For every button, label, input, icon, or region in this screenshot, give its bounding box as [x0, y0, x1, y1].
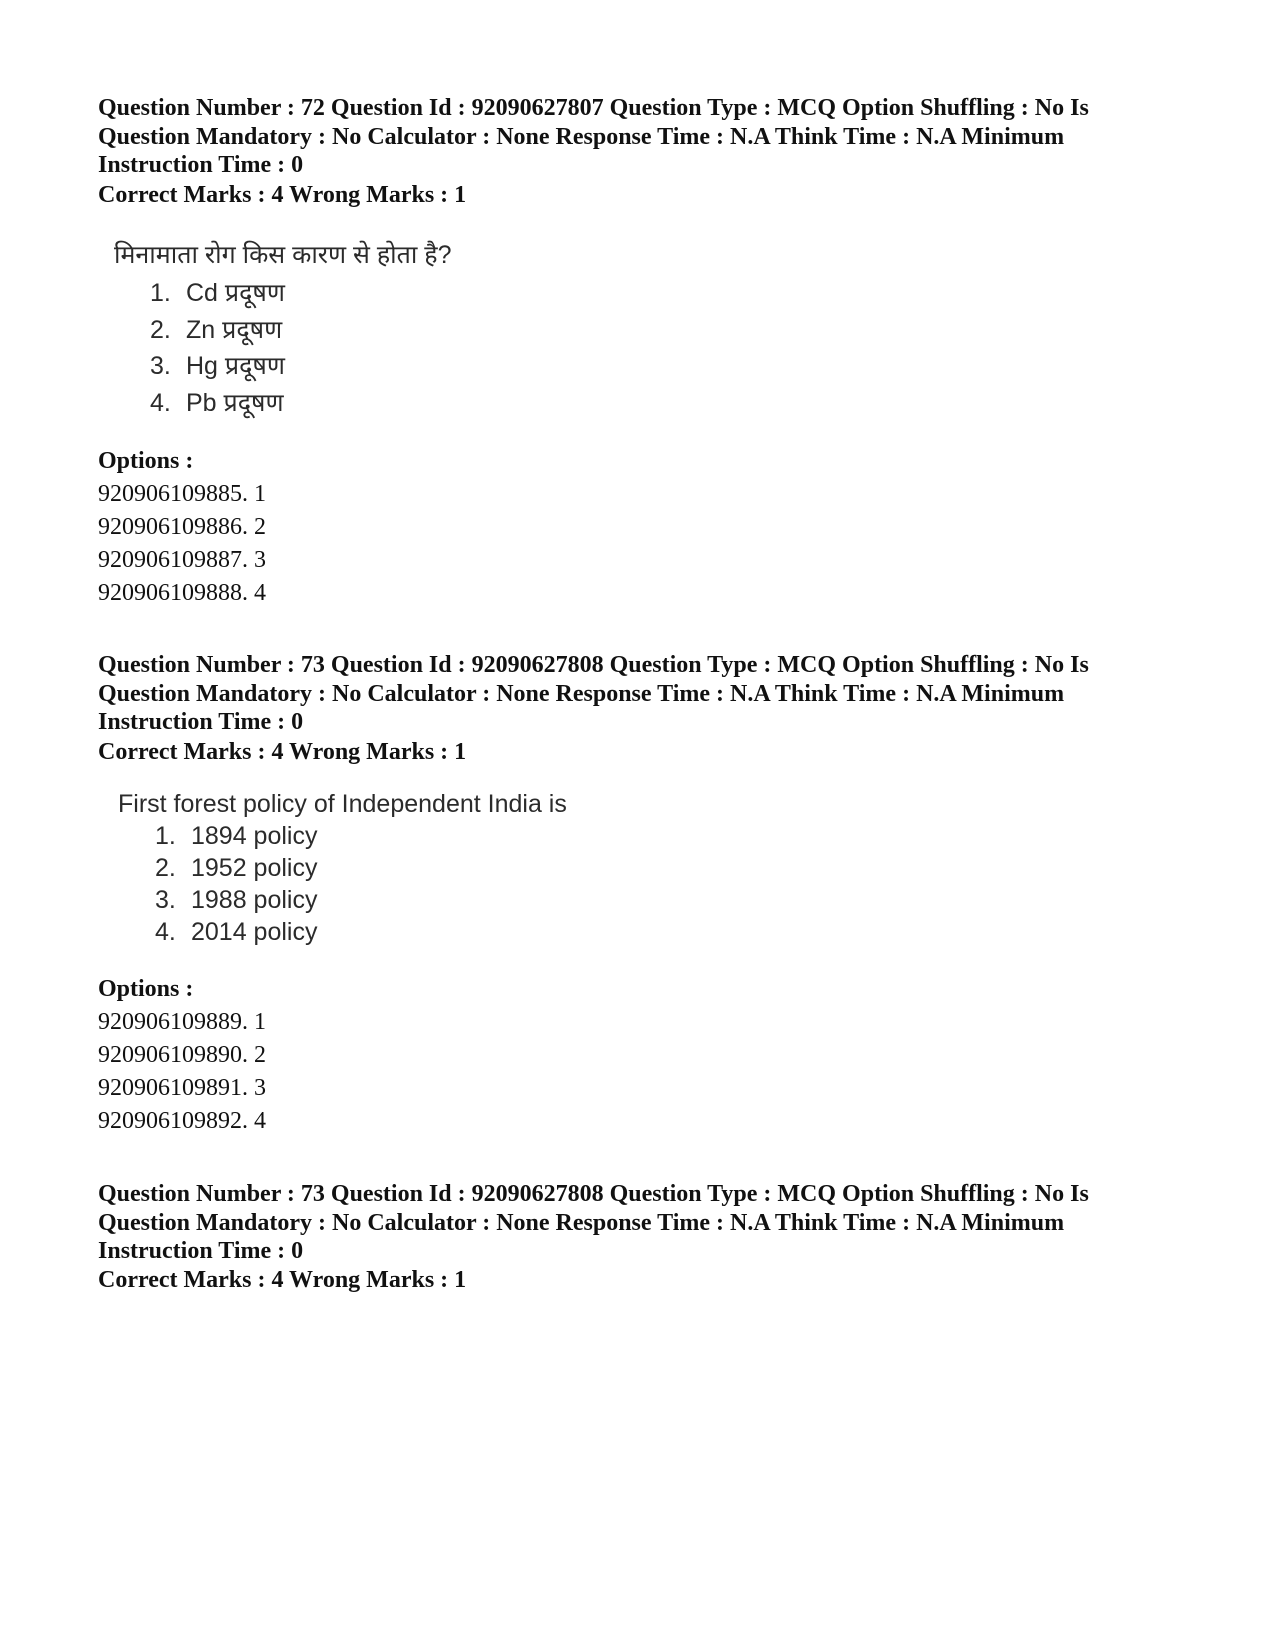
choice-number: 4. — [150, 389, 171, 417]
choice-text: 2014 policy — [191, 918, 318, 946]
header-line: Question Mandatory : No Calculator : None Response Time : N.A Think Time : N.A Minimum — [98, 680, 1065, 707]
choice-item — [155, 918, 317, 947]
choice-number: 3. — [150, 352, 171, 380]
header-line: Question Mandatory : No Calculator : None Response Time : N.A Think Time : N.A Minimum — [98, 123, 1065, 150]
option-item: 920906109886. 2 — [98, 514, 266, 540]
choice-text: Pb प्रदूषण — [186, 389, 284, 417]
option-item: 920906109889. 1 — [98, 1009, 266, 1035]
choice-item — [150, 348, 285, 382]
option-item: 920906109888. 4 — [98, 580, 266, 606]
options-label: Options : — [98, 448, 194, 474]
choice-text: 1988 policy — [191, 886, 318, 914]
choice-item — [150, 312, 282, 346]
marks-line: Correct Marks : 4 Wrong Marks : 1 — [98, 182, 467, 208]
choice-number: 2. — [155, 854, 176, 882]
header-line: Instruction Time : 0 — [98, 152, 304, 178]
marks-line: Correct Marks : 4 Wrong Marks : 1 — [98, 739, 467, 765]
choice-text: Hg प्रदूषण — [186, 352, 285, 380]
question-text: मिनामाता रोग किस कारण से होता है? — [114, 241, 452, 269]
header-line: Question Mandatory : No Calculator : None Response Time : N.A Think Time : N.A Minimum — [98, 1209, 1065, 1236]
question-text: First forest policy of Independent India is — [118, 790, 567, 818]
choice-text: Zn प्रदूषण — [186, 316, 283, 344]
header-line: Question Number : 73 Question Id : 92090627808 Question Type : MCQ Option Shuffling : No Is — [98, 1181, 1089, 1207]
choice-item — [150, 275, 285, 309]
choice-text: 1894 policy — [191, 822, 318, 850]
question-image — [114, 237, 451, 271]
header-line: Question Number : 72 Question Id : 92090627807 Question Type : MCQ Option Shuffling : No Is — [98, 95, 1089, 121]
option-item: 920906109887. 3 — [98, 547, 266, 573]
option-item: 920906109892. 4 — [98, 1108, 266, 1134]
choice-number: 1. — [150, 279, 171, 307]
header-line: Instruction Time : 0 — [98, 709, 304, 735]
choice-number: 1. — [155, 822, 176, 850]
choice-item — [155, 822, 317, 851]
question-header — [98, 94, 1198, 180]
option-item: 920906109891. 3 — [98, 1075, 266, 1101]
choice-text: Cd प्रदूषण — [186, 279, 285, 307]
options-label: Options : — [98, 976, 194, 1002]
choice-item — [155, 854, 317, 883]
choice-number: 2. — [150, 316, 171, 344]
choice-item — [150, 385, 284, 419]
choice-text: 1952 policy — [191, 854, 318, 882]
marks-line: Correct Marks : 4 Wrong Marks : 1 — [98, 1267, 467, 1293]
choice-number: 4. — [155, 918, 176, 946]
header-line: Instruction Time : 0 — [98, 1238, 304, 1264]
header-line: Question Number : 73 Question Id : 92090627808 Question Type : MCQ Option Shuffling : No Is — [98, 652, 1089, 678]
question-header — [98, 651, 1198, 737]
question-header — [98, 1180, 1198, 1266]
option-item: 920906109890. 2 — [98, 1042, 266, 1068]
question-image — [118, 790, 567, 819]
choice-number: 3. — [155, 886, 176, 914]
option-item: 920906109885. 1 — [98, 481, 266, 507]
choice-item — [155, 886, 317, 915]
